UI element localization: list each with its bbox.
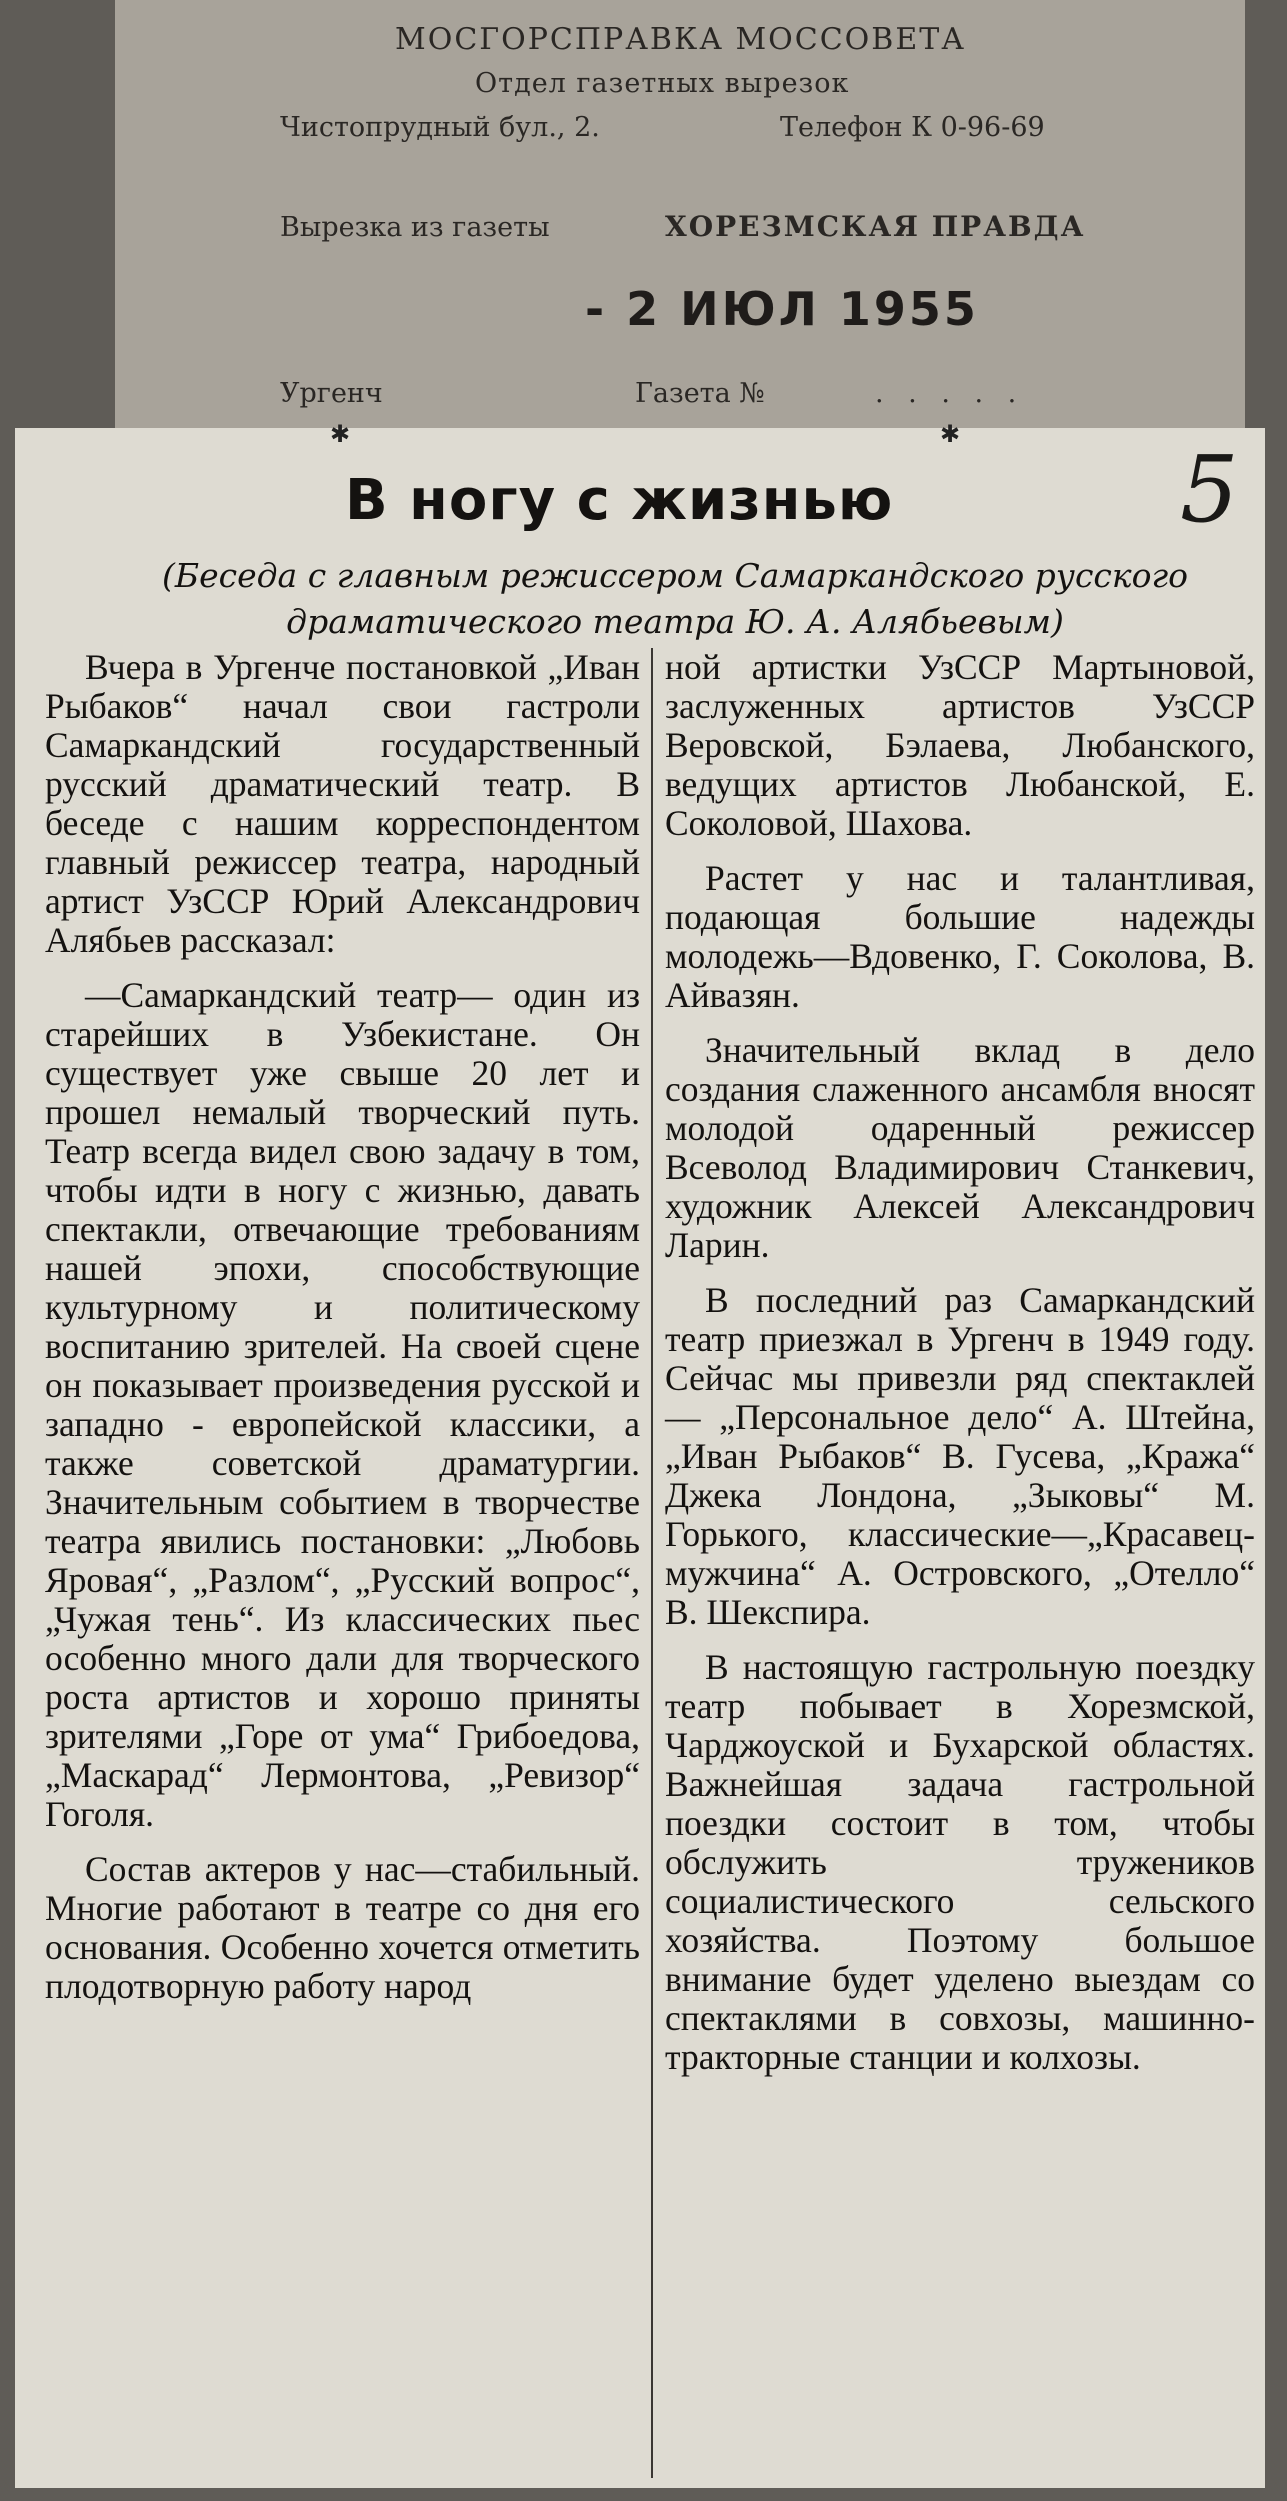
paragraph: Растет у нас и талантливая, подающая большие надежды молодежь—Вдовенко, Г. Соколова, В. Айвазян. bbox=[665, 858, 1255, 1015]
star-ornament-icon: ✱ bbox=[940, 420, 961, 448]
city-name: Ургенч bbox=[280, 378, 383, 409]
department-name: Отдел газетных вырезок bbox=[475, 68, 850, 99]
article-headline: В ногу с жизнью bbox=[345, 468, 894, 533]
agency-phone: Телефон К 0-96-69 bbox=[780, 112, 1045, 143]
right-column bbox=[665, 648, 1255, 2093]
left-column bbox=[45, 648, 640, 2022]
date-stamp: - 2 ИЮЛ 1955 bbox=[585, 282, 979, 336]
handwritten-page-number: 5 bbox=[1180, 436, 1239, 543]
newspaper-name: ХОРЕЗМСКАЯ ПРАВДА bbox=[665, 210, 1086, 243]
gazette-number-label: Газета № bbox=[635, 378, 765, 409]
agency-address: Чистопрудный бул., 2. bbox=[280, 112, 600, 143]
agency-name: МОСГОРСПРАВКА МОССОВЕТА bbox=[395, 22, 966, 57]
paragraph: ной артистки УзССР Мартыновой, заслуженных артистов УзССР Веровской, Бэлаева, Любанского, ведущих артистов Любанской, Е. Соколовой, Шахова. bbox=[665, 647, 1255, 843]
star-ornament-icon: ✱ bbox=[330, 420, 351, 448]
newspaper-clipping bbox=[15, 420, 1265, 2488]
paragraph: Вчера в Ургенче постановкой „Иван Рыбаков“ начал свои гастроли Самаркандский государственный русский драматический театр. В беседе с нашим корреспондентом главный режиссер театра, народный артист УзССР Юрий Александрович Алябьев рассказал: bbox=[45, 647, 640, 960]
paragraph: В последний раз Самаркандский театр приезжал в Ургенч в 1949 году. Сейчас мы привезли ряд спектаклей — „Персональное дело“ А. Штейна, „Иван Рыбаков“ В. Гусева, „Кража“ Джека Лондона, „Зыковы“ М. Горького, классические—„Красавец-мужчина“ А. Островского, „Отелло“ В. Шекспира. bbox=[665, 1280, 1255, 1632]
paragraph: В настоящую гастрольную поездку театр побывает в Хорезмской, Чарджоуской и Бухарской областях. Важнейшая задача гастрольной поездки состоит в том, чтобы обслужить тружеников социалистического сельского хозяйства. Поэтому большое внимание будет уделено выездам со спектаклями в совхозы, машинно-тракторные станции и колхозы. bbox=[665, 1647, 1255, 2077]
clipping-stamp bbox=[115, 0, 1245, 438]
paragraph: Состав актеров у нас—стабильный. Многие работают в театре со дня его основания. Особенно хочется отметить плодотворную работу народ bbox=[45, 1849, 640, 2006]
paragraph: Значительный вклад в дело создания слаженного ансамбля вносят молодой одаренный режиссер Всеволод Владимирович Станкевич, художник Алексей Александрович Ларин. bbox=[665, 1030, 1255, 1265]
paragraph: —Самаркандский театр— один из старейших в Узбекистане. Он существует уже свыше 20 лет и прошел немалый творческий путь. Театр всегда видел свою задачу в том, чтобы идти в ногу с жизнью, давать спектакли, отвечающие требованиям нашей эпохи, способствующие культурному и политическому воспитанию зрителей. На своей сцене он показывает произведения русской и западно - европейской классики, а также советской драматургии. Значительным событием в творчестве театра явились постановки: „Любовь Яровая“, „Разлом“, „Русский вопрос“, „Чужая тень“. Из классических пьес особенно много дали для творческого роста артистов и хорошо приняты зрителями „Горе от ума“ Грибоедова, „Маскарад“ Лермонтова, „Ревизор“ Гоголя. bbox=[45, 975, 640, 1834]
article-subheadline: (Беседа с главным режиссером Самаркандского русского драматического театра Ю. А. Алябьевым) bbox=[161, 556, 1189, 641]
gazette-number-dots: . . . . . bbox=[875, 378, 1025, 409]
clipping-label: Вырезка из газеты bbox=[280, 212, 550, 243]
column-divider bbox=[651, 648, 653, 2478]
